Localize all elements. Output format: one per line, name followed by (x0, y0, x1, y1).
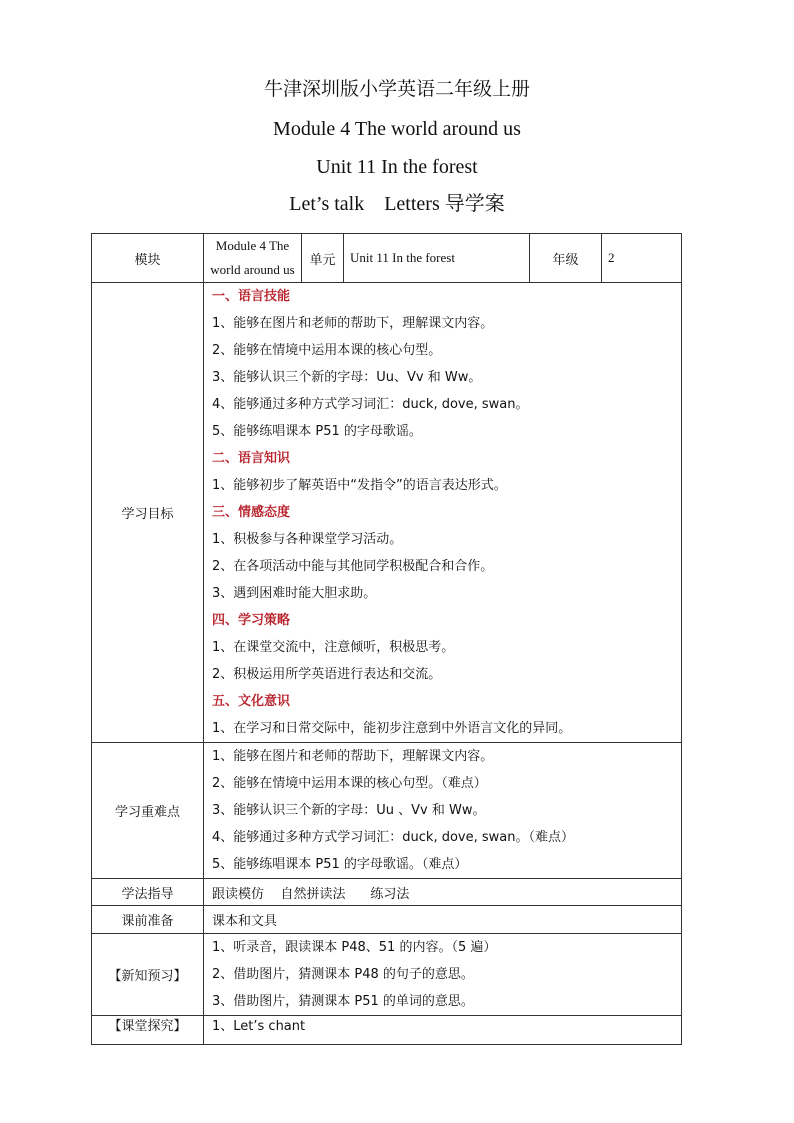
unit-label: 单元 (302, 234, 344, 283)
explore-row (92, 1016, 682, 1045)
prep-row (92, 906, 682, 934)
method-row (92, 879, 682, 906)
section-heading: 一、语言技能 (212, 289, 291, 304)
lesson-plan-table (91, 233, 682, 1045)
objective-line: 1、积极参与各种课堂学习活动。 (212, 532, 403, 547)
document-title: 牛津深圳版小学英语二年级上册 (263, 78, 530, 100)
key-points-row (92, 743, 682, 879)
method-label: 学法指导 (92, 879, 204, 906)
objectives-row (92, 283, 682, 743)
prep-label: 课前准备 (92, 906, 204, 934)
unit-title: Unit 11 In the forest (316, 156, 478, 178)
objective-line: 2、能够在情境中运用本课的核心句型。 (212, 343, 442, 358)
grade-value: 2 (602, 234, 682, 283)
objective-line: 1、在学习和日常交际中，能初步注意到中外语言文化的异同。 (212, 721, 572, 736)
objective-line: 5、能够练唱课本 P51 的字母歌谣。 (212, 424, 422, 439)
objectives-label: 学习目标 (92, 283, 204, 743)
method-value: 跟读模仿 自然拼读法 练习法 (204, 879, 682, 906)
prep-value: 课本和文具 (204, 906, 682, 934)
objective-line: 3、遇到困难时能大胆求助。 (212, 586, 377, 601)
section-heading: 三、情感态度 (212, 505, 291, 520)
objective-line: 1、能够在图片和老师的帮助下，理解课文内容。 (212, 316, 494, 331)
key-points-content (204, 743, 682, 879)
unit-value: Unit 11 In the forest (344, 234, 530, 283)
preview-line: 2、借助图片，猜测课本 P48 的句子的意思。 (212, 967, 474, 982)
key-point-line: 2、能够在情境中运用本课的核心句型。（难点） (212, 776, 487, 791)
key-point-line: 4、能够通过多种方式学习词汇：duck, dove, swan。（难点） (212, 830, 574, 845)
preview-content (204, 934, 682, 1016)
objective-line: 3、能够认识三个新的字母：Uu、Vv 和 Ww。 (212, 370, 482, 385)
objective-line: 1、在课堂交流中，注意倾听，积极思考。 (212, 640, 455, 655)
key-point-line: 3、能够认识三个新的字母：Uu 、Vv 和 Ww。 (212, 803, 486, 818)
key-point-line: 1、能够在图片和老师的帮助下，理解课文内容。 (212, 749, 494, 764)
module-value: Module 4 The world around us (204, 234, 302, 283)
section-heading: 四、学习策略 (212, 613, 291, 628)
grade-label: 年级 (530, 234, 602, 283)
module-label: 模块 (92, 234, 204, 283)
preview-label: 【新知预习】 (92, 934, 204, 1016)
objective-line: 2、在各项活动中能与其他同学积极配合和合作。 (212, 559, 494, 574)
explore-value: 1、Let’s chant (204, 1016, 682, 1045)
key-point-line: 5、能够练唱课本 P51 的字母歌谣。（难点） (212, 857, 468, 872)
key-points-label: 学习重难点 (92, 743, 204, 879)
objective-line: 4、能够通过多种方式学习词汇：duck, dove, swan。 (212, 397, 529, 412)
objective-line: 1、能够初步了解英语中“发指令”的语言表达形式。 (212, 478, 507, 493)
section-heading: 二、语言知识 (212, 451, 291, 466)
module-title: Module 4 The world around us (273, 118, 521, 140)
preview-row (92, 934, 682, 1016)
objectives-content (204, 283, 682, 743)
lesson-title: Let’s talk Letters 导学案 (289, 193, 505, 215)
explore-label: 【课堂探究】 (92, 1016, 204, 1045)
section-heading: 五、文化意识 (212, 694, 291, 709)
objective-line: 2、积极运用所学英语进行表达和交流。 (212, 667, 442, 682)
preview-line: 3、借助图片，猜测课本 P51 的单词的意思。 (212, 994, 474, 1009)
info-row (92, 234, 682, 283)
preview-line: 1、听录音，跟读课本 P48、51 的内容。（5 遍） (212, 940, 497, 955)
